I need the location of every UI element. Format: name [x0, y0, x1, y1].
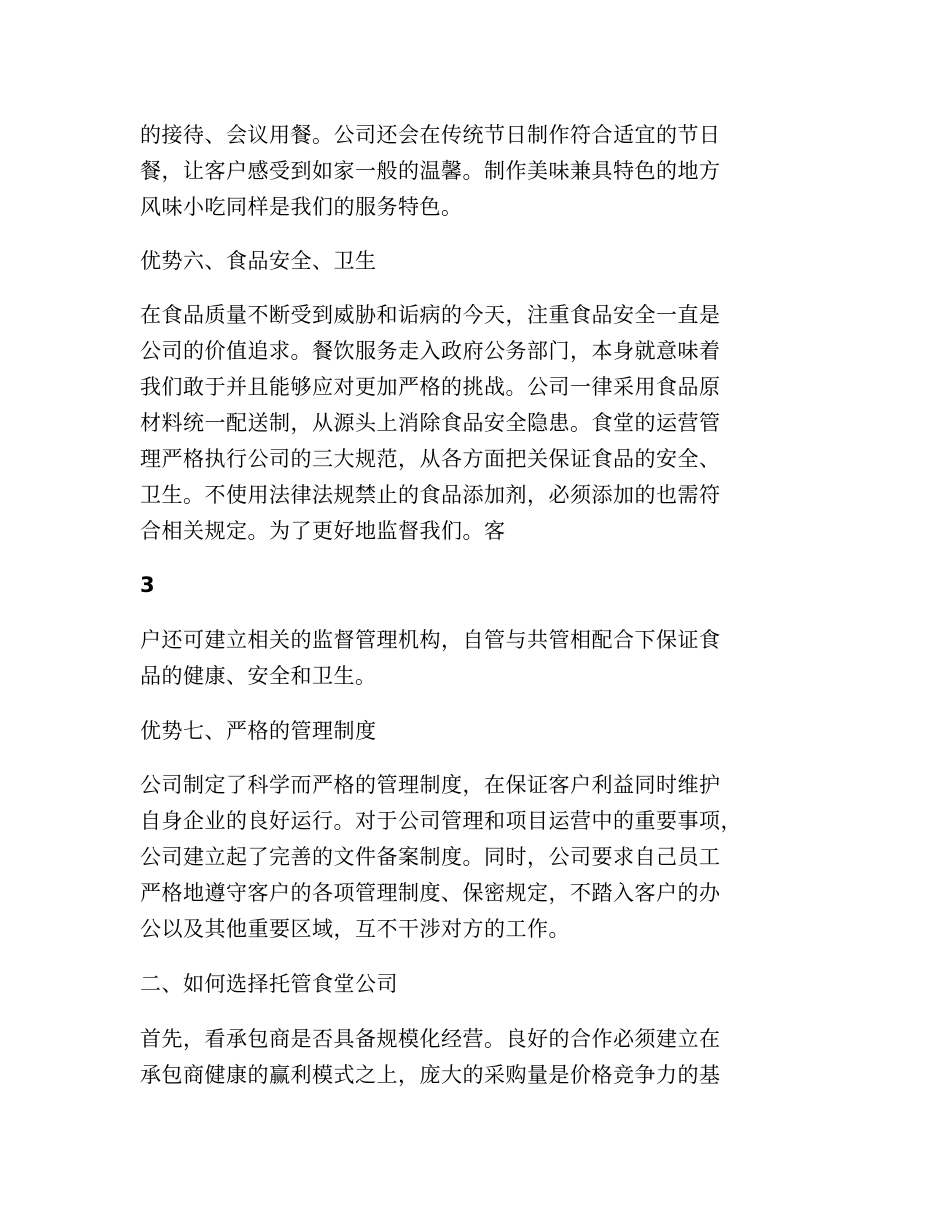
text-line: 严格地遵守客户的各项管理制度、保密规定，不踏入客户的办 — [140, 881, 721, 905]
heading-text: 优势七、严格的管理制度 — [140, 719, 377, 743]
text-line: 风味小吃同样是我们的服务特色。 — [140, 195, 463, 219]
text-line: 自身企业的良好运行。对于公司管理和项目运营中的重要事项， — [140, 809, 742, 833]
heading-advantage-seven — [140, 713, 820, 749]
text-line: 公司制定了科学而严格的管理制度，在保证客户利益同时维护 — [140, 773, 721, 797]
text-line: 材料统一配送制，从源头上消除食品安全隐患。食堂的运营管 — [140, 411, 721, 435]
text-line: 品的健康、安全和卫生。 — [140, 664, 377, 688]
heading-advantage-six — [140, 243, 820, 279]
text-line: 我们敢于并且能够应对更加严格的挑战。公司一律采用食品原 — [140, 375, 721, 399]
section-heading-two — [140, 966, 820, 1002]
paragraph-food-safety — [140, 297, 820, 549]
text-line: 首先，看承包商是否具备规模化经营。良好的合作必须建立在 — [140, 1027, 721, 1051]
text-line: 理严格执行公司的三大规范，从各方面把关保证食品的安全、 — [140, 447, 721, 471]
page-number — [140, 567, 820, 603]
paragraph-management-system — [140, 767, 820, 947]
text-line: 公以及其他重要区域，互不干涉对方的工作。 — [140, 917, 570, 941]
text-line: 公司建立起了完善的文件备案制度。同时，公司要求自己员工 — [140, 845, 721, 869]
heading-text: 二、如何选择托管食堂公司 — [140, 972, 398, 996]
paragraph-supervision — [140, 622, 820, 694]
heading-text: 优势六、食品安全、卫生 — [140, 249, 377, 273]
text-line: 户还可建立相关的监督管理机构，自管与共管相配合下保证食 — [140, 628, 721, 652]
page-number-text: 3 — [140, 573, 156, 597]
text-line: 公司的价值追求。餐饮服务走入政府公务部门，本身就意味着 — [140, 339, 721, 363]
paragraph-contractor-scale — [140, 1021, 820, 1093]
text-line: 承包商健康的赢利模式之上，庞大的采购量是价格竞争力的基 — [140, 1063, 721, 1087]
text-line: 餐，让客户感受到如家一般的温馨。制作美味兼具特色的地方 — [140, 159, 721, 183]
text-line: 在食品质量不断受到威胁和诟病的今天，注重食品安全一直是 — [140, 303, 721, 327]
text-line: 合相关规定。为了更好地监督我们。客 — [140, 519, 506, 543]
text-line: 的接待、会议用餐。公司还会在传统节日制作符合适宜的节日 — [140, 123, 721, 147]
text-line: 卫生。不使用法律法规禁止的食品添加剂，必须添加的也需符 — [140, 483, 721, 507]
paragraph-service-features — [140, 117, 820, 225]
